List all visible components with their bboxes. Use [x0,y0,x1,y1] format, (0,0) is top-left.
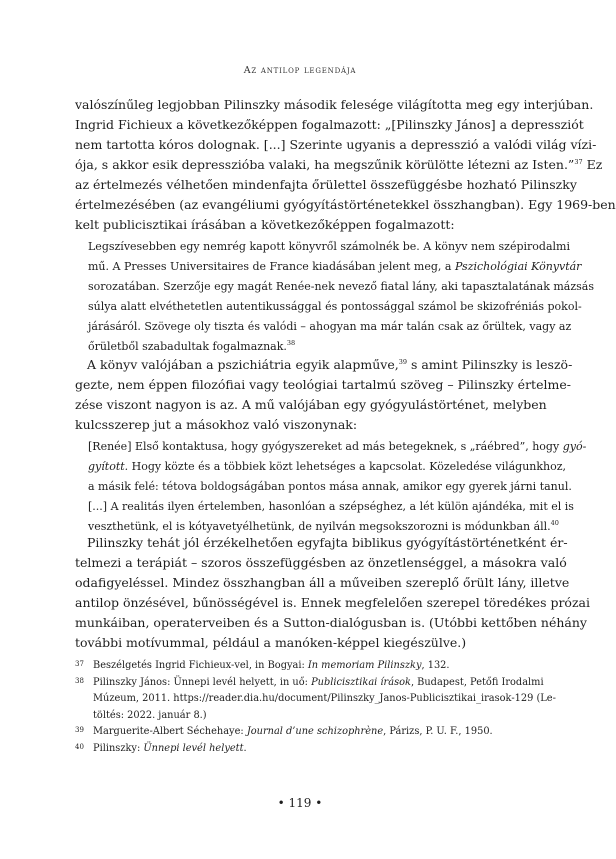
footnote-39: 39 Marguerite-Albert Séchehaye: Journal d’une schizophrène, Párizs, P. U. F., 1950. [75,726,493,737]
footnote-ref-37[interactable]: 37 [574,158,583,166]
page-number: • 119 • [277,796,323,810]
quote-line: veszthetünk, el is kótyavetyélhetünk, de nyilván megsokszorozni is módunkban áll.$^{40}$ [88,519,559,533]
footnote-number: 37 [75,660,84,668]
quote-line: [...] A realitás ilyen értelemben, hasonlóan a szépséghez, a lét külön ajándéka, mit el is [88,500,574,513]
text-line: kulcsszerep jut a másokhoz való viszonynak: [75,417,358,432]
quote-line: járásáról. Szövege oly tiszta és valódi – ahogyan ma már talán csak az őrültek, vagy az [88,320,572,333]
text-line: Ingrid Fichieux a következőképpen fogalmazott: „[Pilinszky János] a depressziót [75,117,584,132]
quote-line: mű. A Presses Universitaires de France kiadásában jelent meg, a Pszichológiai Könyvtár [88,260,582,273]
quote-line: őrületből szabadultak fogalmaznak.$^{38}$ [88,339,296,353]
quote-line: Legszívesebben egy nemrég kapott könyvről számolnék be. A könyv nem szépirodalmi [88,240,570,253]
text-line: telmezi a terápiát – szoros összefüggésben az önzetlenséggel, a másokra való [75,555,567,570]
text-line: nem tartotta kóros dolognak. [...] Szerinte ugyanis a depresszió a valódi világ vízi- [75,137,597,152]
text-line: zése viszont nagyon is az. A mű valójában egy gyógyulástörténet, melyben [75,397,547,412]
paragraph-1 [75,95,616,235]
block-quote-2 [88,437,587,537]
text-line: antilop önzésével, bűnösségével is. Ennek megfelelően szerepel töredékes prózai [75,595,590,610]
paragraph-2 [75,355,573,435]
text-line: értelmezésében (az evangéliumi gyógyítástörténetekkel összhangban). Egy 1969-ben [75,197,616,212]
text-line: ója, s akkor esik depresszióba valaki, ha megszűnik körülötte létezni az Isten.”$^{37}$ Ez [75,157,603,172]
quote-line: súlya alatt elvéthetetlen autentikussággal és pontossággal számol be skizofréniás pokol- [88,300,582,313]
quote-line: sorozatában. Szerzője egy magát Renée-nek nevező fiatal lány, aki tapasztalatának mázsás [88,280,594,293]
footnote-ref-40[interactable]: 40 [550,519,559,527]
footnote-number: 39 [75,726,84,734]
text-line: valószínűleg legjobban Pilinszky második felesége világította meg egy interjúban. [75,97,594,112]
footnote-38-cont: Múzeum, 2011. https://reader.dia.hu/document/Pilinszky_Janos-Publicisztikai_irasok-129 (Le- [93,693,556,704]
paragraph-3 [75,533,590,653]
text-line: Pilinszky tehát jól érzékelhetően egyfajta biblikus gyógyítástörténetként ér- [87,535,568,550]
block-quote-1 [88,237,594,357]
footnote-40: 40 Pilinszky: Ünnepi levél helyett. [75,742,247,754]
text-line: további motívummal, például a manóken-képpel kiegészülve.) [75,635,467,650]
footnote-ref-39[interactable]: 39 [398,358,407,366]
text-line: az értelmezés vélhetően mindenfajta őrülettel összefüggésbe hozható Pilinszky [75,177,577,192]
text-line: gezte, nem éppen filozófiai vagy teológiai tartalmú szöveg – Pilinszky értelme- [75,377,571,392]
footnote-38-cont: töltés: 2022. január 8.) [93,709,207,721]
footnote-ref-38[interactable]: 38 [286,339,296,347]
footnotes [75,658,556,757]
running-header: Az antilop legendája [243,65,357,76]
footnote-37: 37 Beszélgetés Ingrid Fichieux-vel, in Bogyai: In memoriam Pilinszky, 132. [75,660,450,671]
quote-line: gyított. Hogy közte és a többiek közt lehetséges a kapcsolat. Közeledése világunkhoz, [88,460,567,473]
footnote-number: 38 [75,676,84,685]
footnote-38: 38 Pilinszky János: Ünnepi levél helyett, in uő: Publicisztikai írások, Budapest, Petőfi Irodalmi [75,676,544,688]
text-line: odafigyeléssel. Mindez összhangban áll a műveiben szereplő őrült lány, illetve [75,575,570,590]
footnote-number: 40 [75,742,84,751]
text-line: munkáiban, operaterveiben és a Sutton-dialógusban is. (Utóbbi kettőben néhány [75,615,587,630]
quote-line: a másik felé: tétova boldogságában pontos mása annak, amikor egy gyerek járni tanul. [88,480,572,493]
quote-line: [Renée] Első kontaktusa, hogy gyógyszereket ad más betegeknek, s „ráébred”, hogy gyó- [88,440,587,453]
text-line: kelt publicisztikai írásában a következőképpen fogalmazott: [75,217,455,232]
text-line: A könyv valójában a pszichiátria egyik alapműve,$^{39}$ s amint Pilinszky is leszö- [87,357,573,372]
